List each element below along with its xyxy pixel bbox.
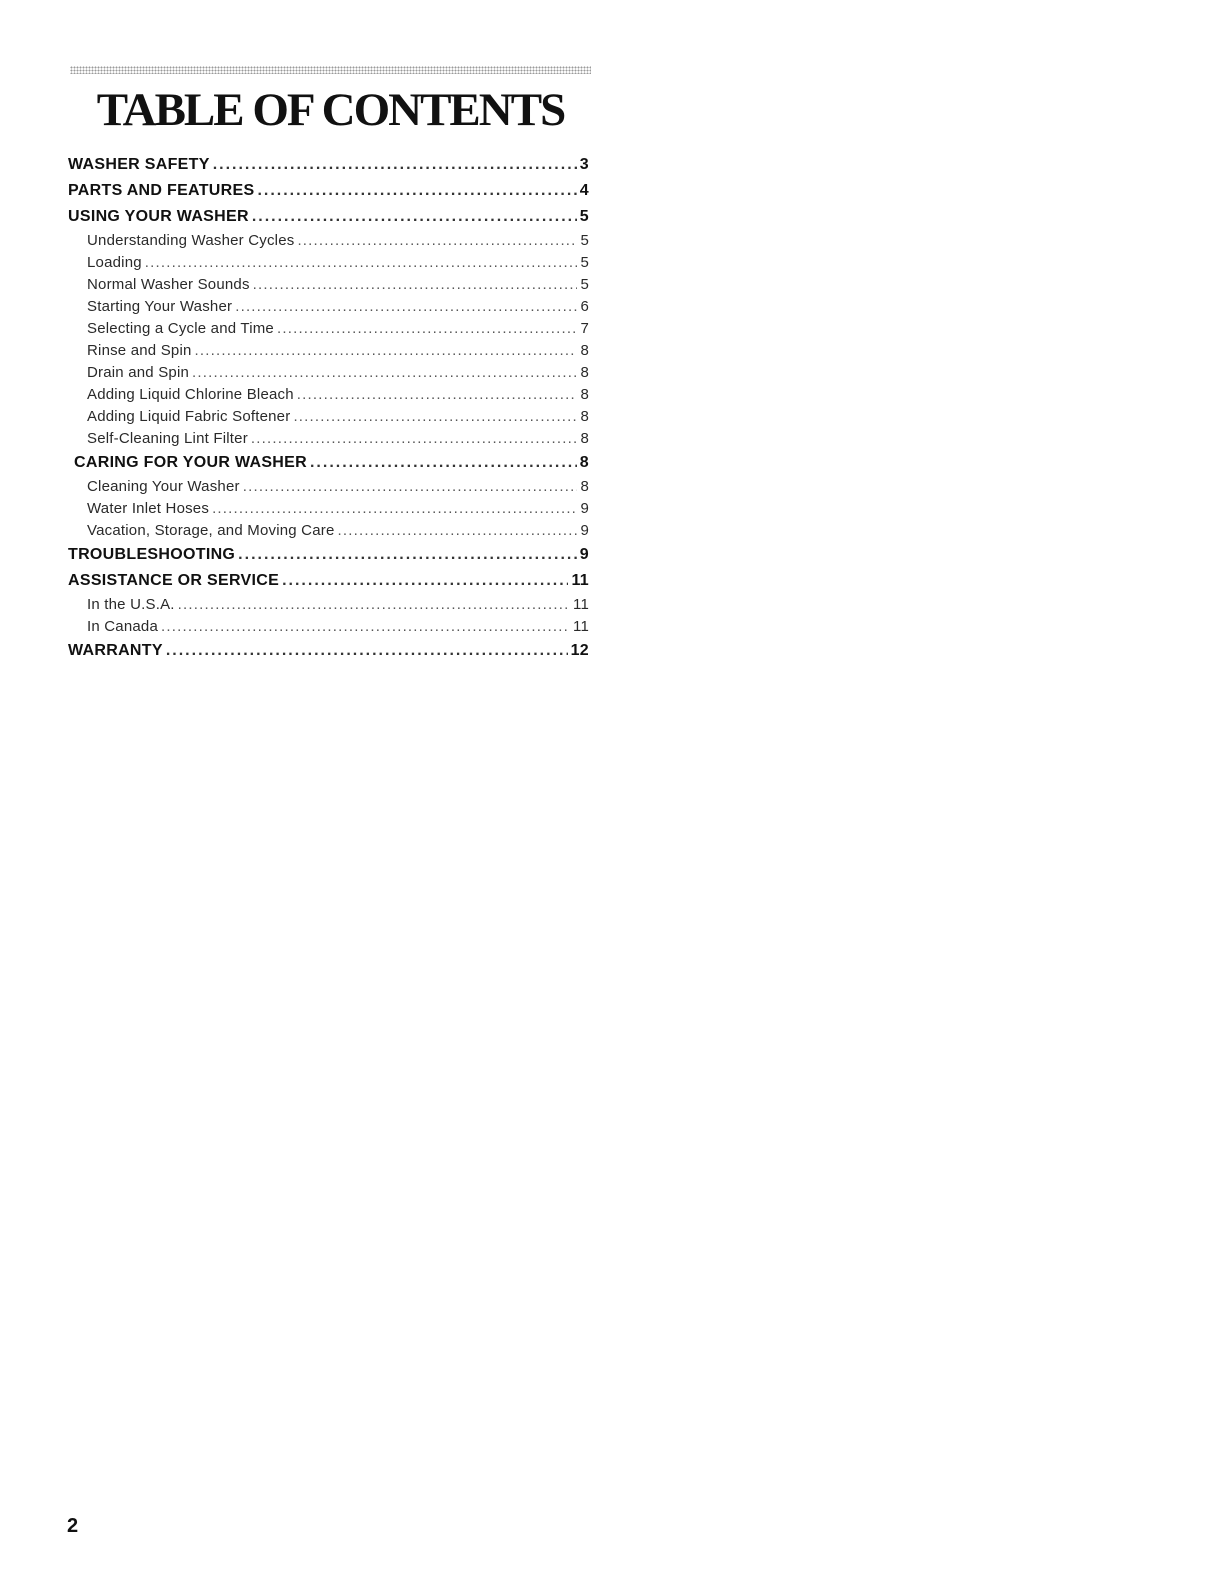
dot-leader [145, 252, 578, 274]
dot-leader [212, 498, 577, 520]
toc-entry-label: Starting Your Washer [87, 298, 233, 315]
dot-leader [166, 638, 568, 664]
toc-entry-page: 11 [571, 572, 589, 589]
toc-entry-label: Selecting a Cycle and Time [87, 320, 274, 337]
toc-entry-label: WARRANTY [68, 642, 163, 659]
header-dotted-rule [70, 66, 591, 74]
dot-leader [338, 520, 578, 542]
toc-subentry-adding-liquid-chlorine-bleach[interactable] [68, 384, 589, 406]
toc-entry-page: 11 [573, 596, 589, 613]
toc-subentry-in-the-usa[interactable] [68, 594, 589, 616]
toc-entry-page: 9 [580, 500, 589, 517]
toc-entry-page: 5 [580, 276, 589, 293]
toc-entry-label: Self-Cleaning Lint Filter [87, 430, 248, 447]
dot-leader [257, 178, 576, 204]
toc-entry-label: TROUBLESHOOTING [68, 546, 236, 563]
toc-entry-assistance-or-service[interactable] [68, 568, 589, 594]
dot-leader [253, 274, 578, 296]
toc-entry-page: 8 [580, 430, 589, 447]
dot-leader [293, 406, 577, 428]
toc-entry-caring-for-your-washer[interactable] [68, 450, 589, 476]
dot-leader [192, 362, 577, 384]
dot-leader [297, 384, 578, 406]
toc-entry-parts-and-features[interactable] [68, 178, 589, 204]
toc-subentry-understanding-washer-cycles[interactable] [68, 230, 589, 252]
toc-entry-label: Adding Liquid Fabric Softener [87, 408, 291, 425]
toc-entry-label: PARTS AND FEATURES [68, 182, 255, 199]
toc-entry-page: 8 [580, 408, 589, 425]
dot-leader [178, 594, 570, 616]
page-title: TABLE OF CONTENTS [96, 84, 565, 136]
toc-entry-page: 8 [580, 386, 589, 403]
toc-subentry-cleaning-your-washer[interactable] [68, 476, 589, 498]
toc-entry-troubleshooting[interactable] [68, 542, 589, 568]
toc-entry-page: 11 [573, 618, 589, 635]
toc-entry-label: Cleaning Your Washer [87, 478, 240, 495]
toc-entry-label: CARING FOR YOUR WASHER [74, 454, 307, 471]
toc-entry-using-your-washer[interactable] [68, 204, 589, 230]
toc-entry-label: Water Inlet Hoses [87, 500, 210, 517]
dot-leader [243, 476, 578, 498]
toc-subentry-vacation-storage-moving-care[interactable] [68, 520, 589, 542]
toc-entry-label: Drain and Spin [87, 364, 190, 381]
dot-leader [213, 152, 577, 178]
toc-entry-page: 8 [579, 454, 589, 471]
toc-entry-page: 8 [580, 342, 589, 359]
toc-entry-page: 12 [570, 642, 589, 659]
dot-leader [251, 428, 578, 450]
toc-entry-label: Rinse and Spin [87, 342, 192, 359]
toc-subentry-drain-and-spin[interactable] [68, 362, 589, 384]
dot-leader [235, 296, 577, 318]
toc-subentry-loading[interactable] [68, 252, 589, 274]
dot-leader [282, 568, 568, 594]
dot-leader [277, 318, 577, 340]
page-number: 2 [67, 1515, 79, 1537]
toc-entry-washer-safety[interactable] [68, 152, 589, 178]
toc-entry-page: 8 [580, 478, 589, 495]
toc-entry-label: Adding Liquid Chlorine Bleach [87, 386, 294, 403]
toc-subentry-rinse-and-spin[interactable] [68, 340, 589, 362]
toc-subentry-water-inlet-hoses[interactable] [68, 498, 589, 520]
toc-entry-label: ASSISTANCE OR SERVICE [68, 572, 280, 589]
toc-entry-page: 4 [579, 182, 589, 199]
toc-subentry-in-canada[interactable] [68, 616, 589, 638]
toc-entry-label: In the U.S.A. [87, 596, 175, 613]
toc-entry-label: Loading [87, 254, 142, 271]
toc-entry-page: 5 [579, 208, 589, 225]
toc-subentry-self-cleaning-lint-filter[interactable] [68, 428, 589, 450]
toc-entry-page: 5 [580, 232, 589, 249]
dot-leader [310, 450, 577, 476]
dot-leader [238, 542, 577, 568]
toc-entry-label: Vacation, Storage, and Moving Care [87, 522, 335, 539]
dot-leader [297, 230, 577, 252]
toc-entry-page: 7 [580, 320, 589, 337]
toc-entry-label: WASHER SAFETY [68, 156, 210, 173]
toc-entry-label: Normal Washer Sounds [87, 276, 250, 293]
dot-leader [161, 616, 570, 638]
toc-entry-label: USING YOUR WASHER [68, 208, 249, 225]
toc-entry-page: 3 [579, 156, 589, 173]
toc-entry-page: 9 [579, 546, 589, 563]
toc-subentry-selecting-cycle-and-time[interactable] [68, 318, 589, 340]
toc-subentry-normal-washer-sounds[interactable] [68, 274, 589, 296]
toc-subentry-adding-liquid-fabric-softener[interactable] [68, 406, 589, 428]
dot-leader [252, 204, 577, 230]
toc-entry-label: Understanding Washer Cycles [87, 232, 295, 249]
table-of-contents [68, 152, 589, 664]
dot-leader [195, 340, 578, 362]
toc-entry-label: In Canada [87, 618, 159, 635]
toc-entry-page: 9 [580, 522, 589, 539]
toc-entry-page: 8 [580, 364, 589, 381]
toc-entry-warranty[interactable] [68, 638, 589, 664]
toc-entry-page: 5 [580, 254, 589, 271]
toc-subentry-starting-your-washer[interactable] [68, 296, 589, 318]
toc-entry-page: 6 [580, 298, 589, 315]
